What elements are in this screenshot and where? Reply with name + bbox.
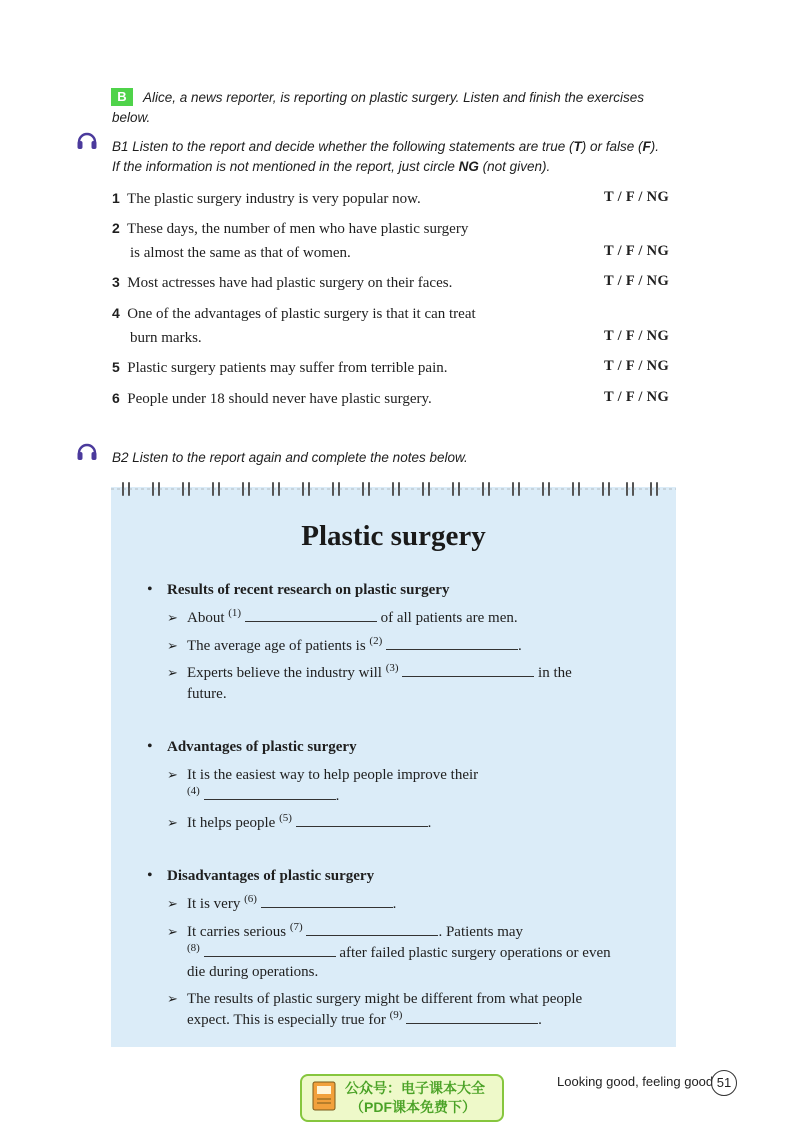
disadvantages-item-2-line2 [187, 943, 611, 963]
answer-blank-7[interactable] [306, 922, 438, 936]
b1-instruction-line2-2: (not given). [478, 159, 551, 174]
statement-2 [112, 216, 468, 265]
blank-number: (1) [228, 607, 242, 619]
b1-true-label: T [573, 139, 582, 154]
b1-instruction-text-2: ) or false ( [581, 139, 643, 154]
spiral-binding [111, 477, 676, 499]
statement-6 [112, 386, 432, 411]
arrow-icon: ➢ [167, 816, 178, 831]
results-item-3-line2: future. [187, 686, 227, 702]
note-text: in the [534, 665, 572, 681]
note-text: of all patients are men. [376, 610, 518, 626]
note-text: Experts believe the industry will [187, 665, 386, 681]
arrow-icon: ➢ [167, 639, 178, 654]
blank-number: (5) [279, 812, 292, 824]
statement-text: One of the advantages of plastic surgery is that it can treat [127, 306, 476, 322]
blank-number: (7) [289, 921, 303, 933]
note-text: . [518, 638, 522, 654]
answer-blank-5[interactable] [296, 813, 428, 827]
section-b-badge: B [111, 88, 133, 106]
tfng-option-4[interactable]: T / F / NG [604, 328, 670, 344]
b2-instructions: B2 Listen to the report again and complete the notes below. [112, 450, 468, 465]
note-text: . Patients may [438, 924, 524, 940]
disadvantages-item-3: The results of plastic surgery might be different from what people [187, 991, 583, 1007]
watermark-line2: （PDF课本免费下） [350, 1099, 476, 1115]
bullet-icon: • [147, 867, 153, 884]
arrow-icon: ➢ [167, 992, 178, 1007]
answer-blank-1[interactable] [245, 608, 377, 622]
blank-number: (9) [389, 1009, 403, 1021]
advantages-heading: Advantages of plastic surgery [167, 739, 357, 755]
answer-blank-6[interactable] [261, 894, 393, 908]
b1-instruction-text-3: ). [650, 139, 660, 154]
arrow-icon: ➢ [167, 925, 178, 940]
headphones-icon [76, 441, 98, 461]
section-b-intro: Alice, a news reporter, is reporting on plastic surgery. Listen and finish the exercises below. [112, 90, 644, 125]
advantages-item-1-line2 [187, 786, 339, 806]
advantages-item-2 [187, 813, 431, 833]
statement-text-line2: is almost the same as that of women. [130, 245, 351, 261]
statement-text: Plastic surgery patients may suffer from terrible pain. [127, 360, 448, 376]
note-text: It carries serious [187, 924, 290, 940]
notes-title: Plastic surgery [301, 520, 486, 552]
results-item-2 [187, 636, 522, 656]
statement-text: The plastic surgery industry is very popular now. [127, 191, 421, 207]
tfng-option-2[interactable]: T / F / NG [604, 243, 670, 259]
statement-number: 4 [112, 305, 120, 321]
note-text: after failed plastic surgery operations or even [335, 945, 611, 961]
blank-number: (2) [369, 635, 383, 647]
note-text: . [335, 788, 340, 804]
answer-blank-4[interactable] [204, 786, 336, 800]
results-heading: Results of recent research on plastic surgery [167, 582, 450, 598]
arrow-icon: ➢ [167, 768, 178, 783]
statement-number: 5 [112, 359, 120, 375]
statement-text-line2: burn marks. [130, 330, 202, 346]
b1-instruction-line2-1: If the information is not mentioned in the report, just circle [112, 159, 459, 174]
blank-number: (3) [385, 662, 399, 674]
answer-blank-2[interactable] [386, 636, 518, 650]
book-icon [311, 1080, 337, 1112]
bullet-icon: • [147, 581, 153, 598]
statement-text: People under 18 should never have plastic surgery. [127, 391, 432, 407]
advantages-item-1: It is the easiest way to help people improve their [187, 767, 479, 783]
statement-5 [112, 355, 448, 380]
statement-4 [112, 301, 476, 350]
statement-number: 2 [112, 220, 120, 236]
b1-instruction-text-1: B1 Listen to the report and decide whether the following statements are true ( [112, 139, 574, 154]
blank-number: (6) [244, 893, 257, 905]
note-text: . [392, 896, 397, 912]
statement-number: 3 [112, 274, 120, 290]
tfng-option-5[interactable]: T / F / NG [604, 358, 670, 374]
tfng-option-6[interactable]: T / F / NG [604, 389, 670, 405]
headphones-icon [76, 130, 98, 150]
statement-number: 1 [112, 190, 120, 206]
tfng-option-3[interactable]: T / F / NG [604, 273, 670, 289]
statement-3 [112, 270, 452, 295]
disadvantages-item-2-line3: die during operations. [187, 964, 319, 980]
note-text: The average age of patients is [187, 638, 370, 654]
statement-text: These days, the number of men who have plastic surgery [127, 221, 469, 237]
bullet-icon: • [147, 738, 153, 755]
note-text: . [538, 1012, 542, 1028]
unit-title-footer: Looking good, feeling good [557, 1074, 714, 1089]
b1-false-label: F [642, 139, 651, 154]
results-item-3 [187, 663, 572, 683]
note-text: It helps people [187, 815, 280, 831]
statement-1 [112, 186, 421, 211]
page-number: 51 [711, 1070, 737, 1096]
arrow-icon: ➢ [167, 666, 178, 681]
disadvantages-item-2 [187, 922, 523, 942]
answer-blank-3[interactable] [402, 663, 534, 677]
note-text: expect. This is especially true for [187, 1012, 390, 1028]
note-text: . [427, 815, 432, 831]
blank-number: (8) [187, 942, 200, 954]
note-text: About [187, 610, 229, 626]
disadvantages-item-3-line2 [187, 1010, 542, 1030]
disadvantages-item-1 [187, 894, 396, 914]
watermark-line1: 公众号：电子课本大全 [345, 1080, 485, 1096]
answer-blank-8[interactable] [204, 943, 336, 957]
b1-instructions [112, 137, 682, 177]
answer-blank-9[interactable] [406, 1010, 538, 1024]
b1-ng-label: NG [458, 159, 479, 174]
disadvantages-heading: Disadvantages of plastic surgery [167, 868, 375, 884]
statement-number: 6 [112, 390, 120, 406]
tfng-option-1[interactable]: T / F / NG [604, 189, 670, 205]
blank-number: (4) [187, 785, 200, 797]
arrow-icon: ➢ [167, 897, 178, 912]
arrow-icon: ➢ [167, 611, 178, 626]
note-text: It is very [187, 896, 245, 912]
results-item-1 [187, 608, 518, 628]
statement-text: Most actresses have had plastic surgery on their faces. [127, 275, 453, 291]
